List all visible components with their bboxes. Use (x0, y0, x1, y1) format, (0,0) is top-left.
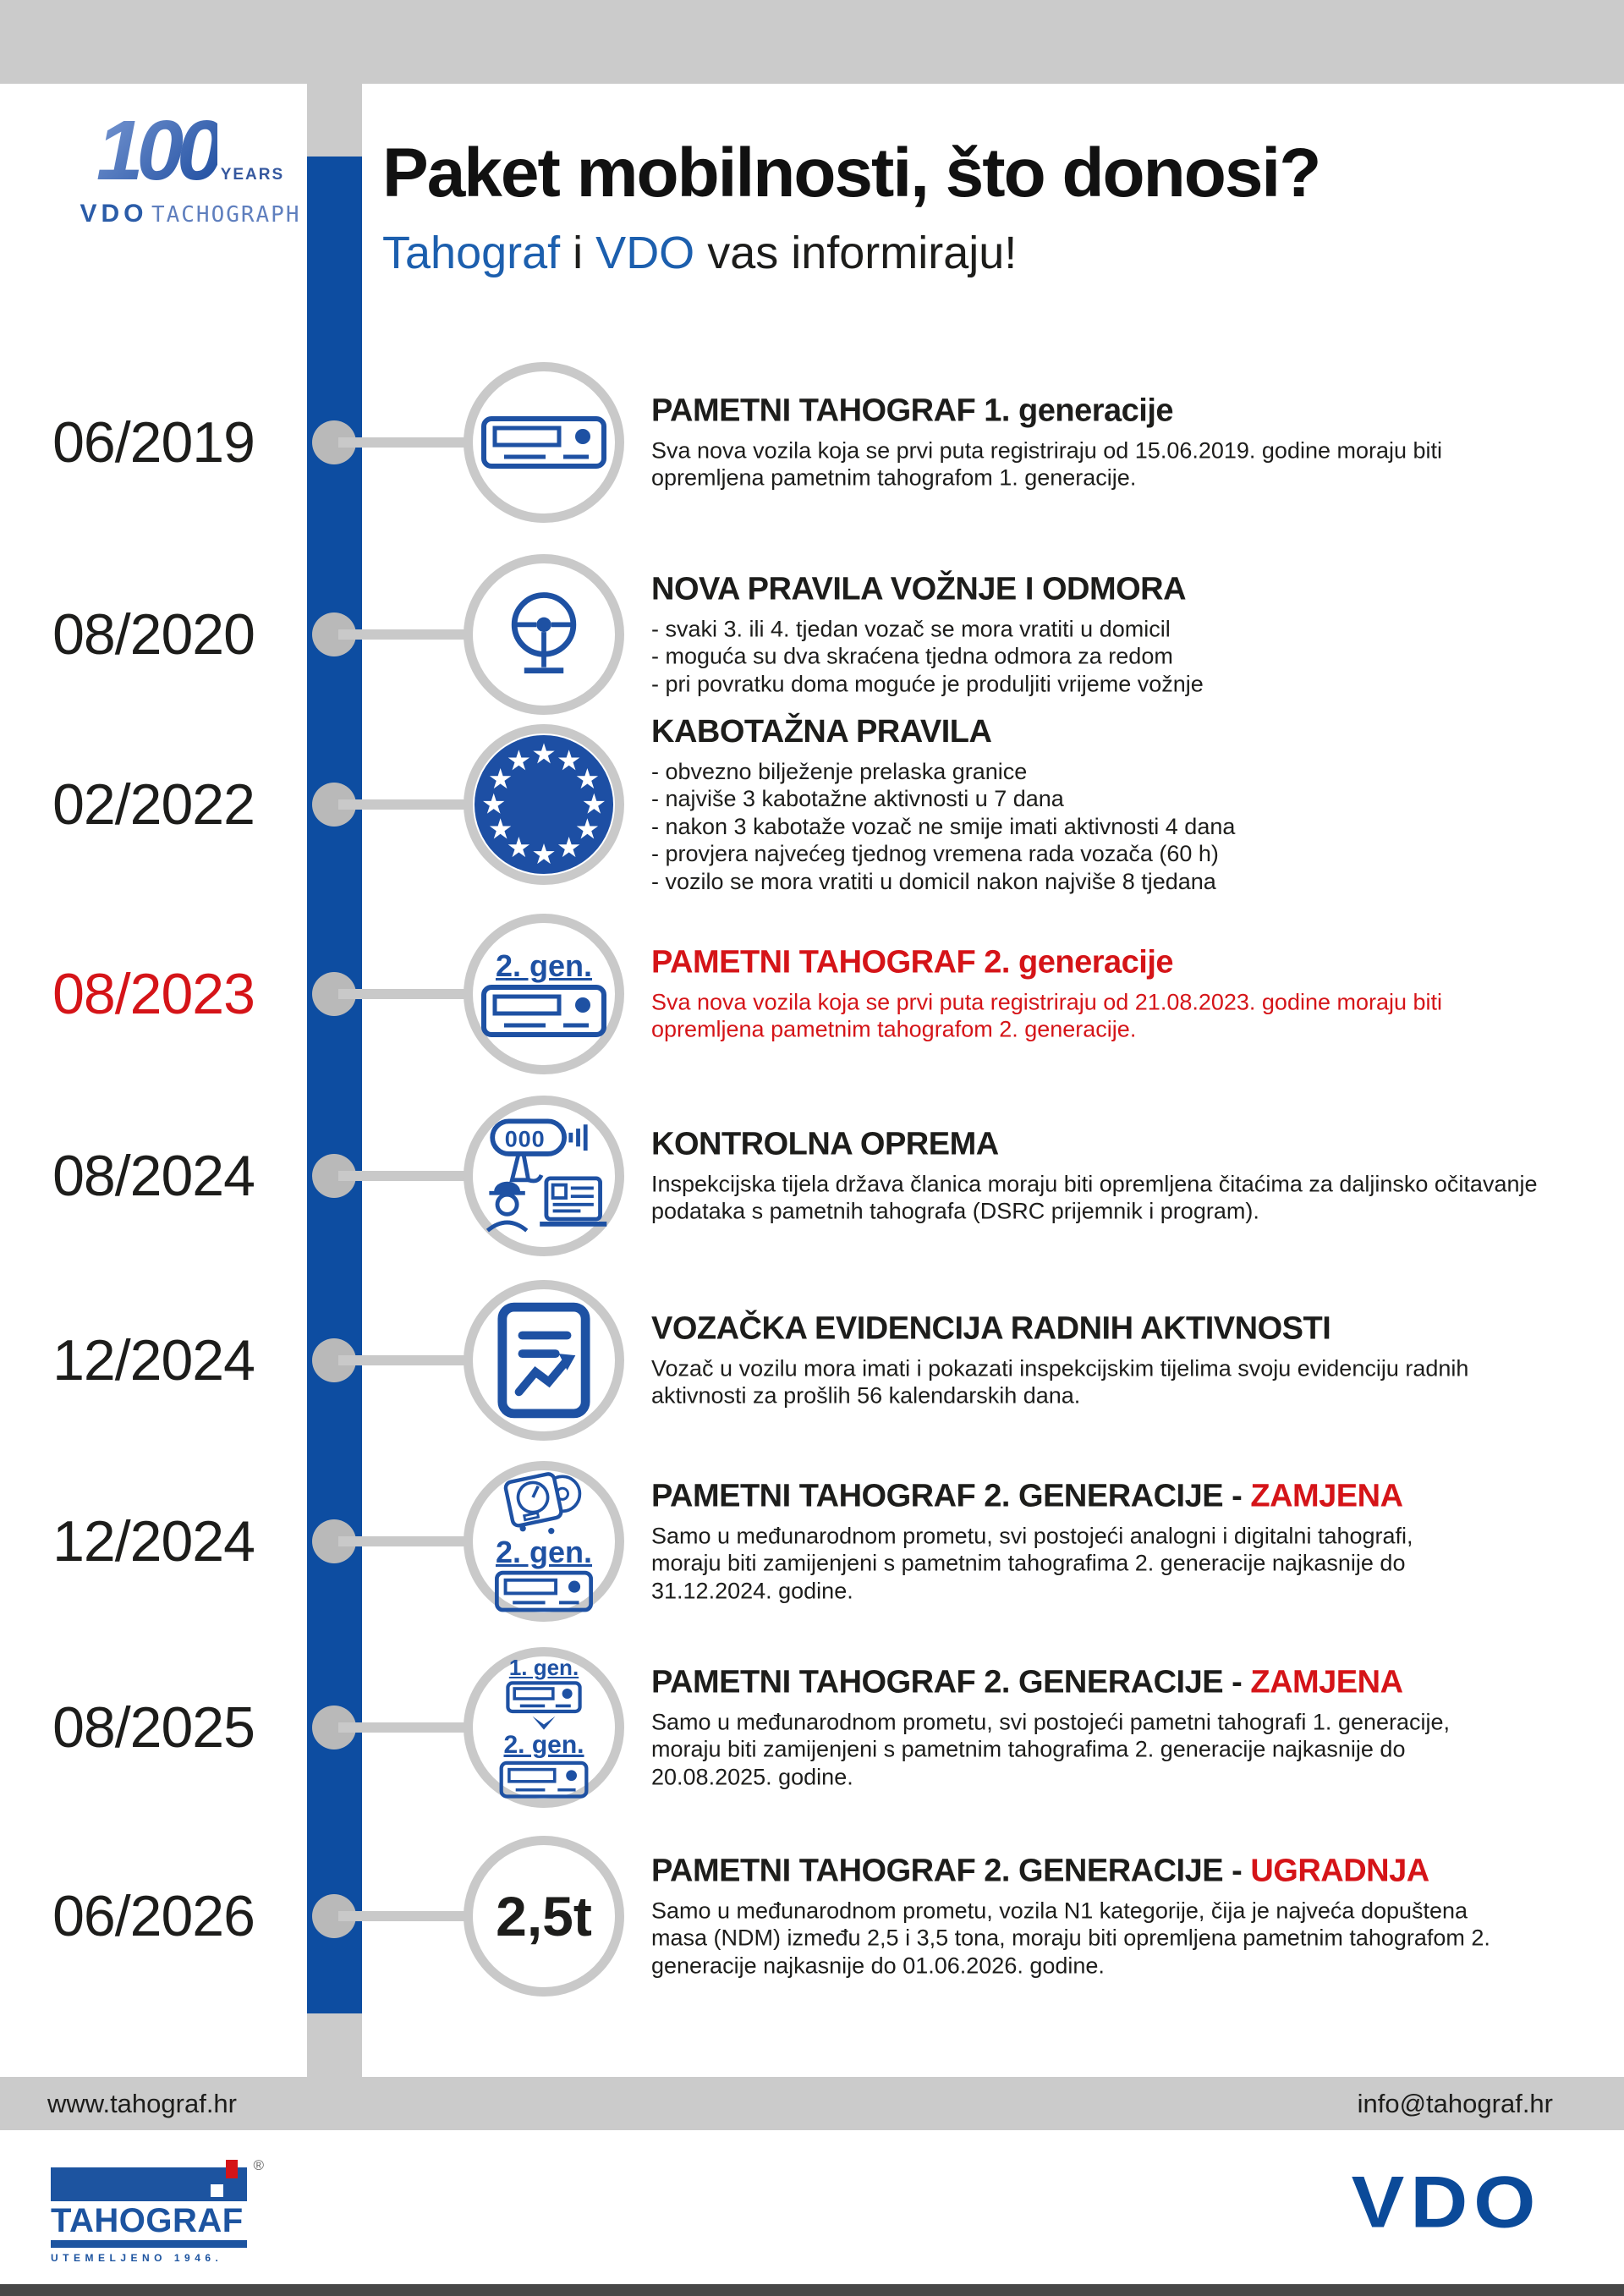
timeline-date: 12/2024 (52, 1509, 255, 1574)
heading-accent: ZAMJENA (1250, 1664, 1403, 1700)
logo-years-text: YEARS (220, 166, 285, 184)
tahograf-logo-bar (51, 2240, 247, 2248)
tahograf-logo (51, 2157, 264, 2264)
bullet-item: - provjera najvećeg tjednog vremena rada vozača (60 h) (651, 841, 1219, 867)
timeline-date: 12/2024 (52, 1328, 255, 1392)
tachograph-device-icon (485, 1570, 603, 1612)
timeline-content (651, 714, 1235, 895)
timeline-content (651, 393, 1489, 492)
subtitle-mid: i (560, 228, 596, 278)
gen2-label: 2. gen. (495, 948, 593, 984)
bullet-item: - moguća su dva skraćena tjedna odmora za redom (651, 643, 1173, 669)
footer-website-link[interactable]: www.tahograf.hr (47, 2089, 237, 2118)
timeline-heading: KABOTAŽNA PRAVILA (651, 714, 992, 750)
subtitle-brand-vdo: VDO (595, 228, 695, 278)
timeline-body: Sva nova vozila koja se prvi puta registriraju od 21.08.2023. godine moraju biti opremljena pametnim tahografom 2. generacije. (651, 989, 1443, 1042)
heading-accent: ZAMJENA (1250, 1478, 1403, 1514)
timeline-heading (651, 1664, 1455, 1700)
timeline-heading (651, 1478, 1489, 1514)
timeline-bullets (651, 615, 1204, 697)
bullet-item: - svaki 3. ili 4. tjedan vozač se mora vratiti u domicil (651, 616, 1171, 642)
page-subtitle (382, 227, 1017, 279)
footer-email-link[interactable]: info@tahograf.hr (1357, 2089, 1553, 2118)
gen2-label: 2. gen. (495, 1535, 593, 1570)
timeline-heading: VOZAČKA EVIDENCIJA RADNIH AKTIVNOSTI (651, 1310, 1331, 1347)
timeline-connector-line (338, 1722, 470, 1733)
timeline-bullets (651, 758, 1235, 895)
timeline-date: 06/2019 (52, 410, 255, 475)
logo-brandline (68, 201, 313, 227)
timeline-body: Vozač u vozilu mora imati i pokazati inspekcijskim tijelima svoju evidenciju radnih aktivnosti za prošlih 56 kalendarskih dana. (651, 1355, 1469, 1409)
tahograf-logo-white-square (211, 2184, 223, 2197)
heading-main: PAMETNI TAHOGRAF 2. GENERACIJE - (651, 1664, 1251, 1700)
timeline-icon-circle (464, 1836, 624, 1997)
timeline-connector-line (338, 629, 470, 640)
timeline-heading (651, 1853, 1514, 1889)
dsrc-inspection-icon (475, 1113, 613, 1239)
timeline-connector-line (338, 437, 470, 448)
bullet-item: - obvezno bilježenje prelaska granice (651, 759, 1028, 785)
eu-flag-icon (471, 733, 617, 876)
timeline-icon-circle (464, 914, 624, 1074)
timeline-icon-circle (464, 1461, 624, 1622)
timeline-body: Samo u međunarodnom prometu, svi postojeći analogni i digitalni tahografi, moraju biti zamijenjeni s pametnim tahografima 2. generacije najkasnije do 31.12.2024. godine. (651, 1523, 1413, 1604)
timeline-heading: PAMETNI TAHOGRAF 1. generacije (651, 393, 1174, 429)
bullet-item: - vozilo se mora vratiti u domicil nakon najviše 8 tjedana (651, 868, 1216, 894)
analog-tachograph-icon (486, 1470, 601, 1535)
tahograf-logo-tagline: UTEMELJENO 1946. (51, 2252, 223, 2264)
timeline-content (651, 1311, 1522, 1410)
timeline-content (651, 1664, 1455, 1790)
logo-vdo-text: VDO (80, 200, 148, 228)
logo-tachograph-text: TACHOGRAPH (151, 202, 301, 228)
weight-2-5t-label: 2,5t (496, 1885, 592, 1947)
timeline-icon-circle (464, 724, 624, 885)
chevron-down-icon (529, 1716, 558, 1730)
bullet-item: - najviše 3 kabotažne aktivnosti u 7 dana (651, 786, 1064, 812)
subtitle-brand-tahograf: Tahograf (382, 228, 561, 278)
bottom-dark-bar (0, 2284, 1624, 2296)
timeline-content (651, 1127, 1573, 1226)
top-gray-band (0, 0, 1624, 84)
timeline-date: 08/2024 (52, 1144, 255, 1208)
timeline-connector-line (338, 1536, 470, 1546)
timeline-icon-circle (464, 1280, 624, 1441)
timeline-icon-circle (464, 554, 624, 715)
timeline-content (651, 1853, 1514, 1979)
tachograph-device-icon (480, 415, 607, 470)
gen1-label: 1. gen. (508, 1655, 579, 1680)
page-title: Paket mobilnosti, što donosi? (382, 135, 1320, 211)
registered-trademark-symbol: ® (253, 2157, 264, 2173)
timeline-date: 08/2020 (52, 602, 255, 667)
heading-main: PAMETNI TAHOGRAF 2. GENERACIJE - (651, 1853, 1251, 1889)
timeline-connector-line (338, 1355, 470, 1365)
steering-wheel-icon (494, 584, 594, 685)
timeline-icon-circle (464, 1096, 624, 1256)
timeline-content (651, 1478, 1489, 1604)
heading-accent: UGRADNJA (1250, 1853, 1429, 1889)
timeline-body: Samo u međunarodnom prometu, svi postojeći pametni tahografi 1. generacije, moraju biti zamijenjeni s pametnim tahografima 2. generacije najkasnije do 20.08.2025. godine. (651, 1709, 1451, 1790)
timeline-body: Inspekcijska tijela država članica moraju biti opremljena čitaćima za daljinsko očitavanje podataka s pametnih tahografa (DSRC prijemnik i program). (651, 1171, 1538, 1224)
activity-record-document-icon (496, 1302, 592, 1419)
vdo-logo: VDO (1351, 2161, 1542, 2243)
timeline-date: 08/2023 (52, 962, 255, 1026)
bullet-item: - pri povratku doma moguće je produljiti vrijeme vožnje (651, 671, 1204, 697)
subtitle-rest: vas informiraju! (694, 228, 1018, 278)
timeline-connector-line (338, 1911, 470, 1921)
timeline-body: Sva nova vozila koja se prvi puta registriraju od 15.06.2019. godine moraju biti opremljena pametnim tahografom 1. generacije. (651, 437, 1443, 491)
timeline-heading: PAMETNI TAHOGRAF 2. generacije (651, 944, 1174, 980)
timeline-connector-line (338, 1171, 470, 1181)
heading-main: PAMETNI TAHOGRAF 2. GENERACIJE - (651, 1478, 1251, 1514)
timeline-content (651, 945, 1446, 1044)
timeline-heading: NOVA PRAVILA VOŽNJE I ODMORA (651, 571, 1187, 607)
tachograph-device-gen2-icon (488, 1760, 600, 1799)
gen2-label: 2. gen. (503, 1731, 584, 1760)
tachograph-device-icon (480, 984, 607, 1038)
dsrc-000-label: 000 (504, 1126, 546, 1152)
tahograf-logo-red-square (226, 2160, 238, 2178)
timeline-body: Samo u međunarodnom prometu, vozila N1 kategorije, čija je najveća dopuštena masa (NDM) između 2,5 i 3,5 tona, moraju biti opremljena pametnim tahografom 2. generacije najkasnije do 01.06.2026. godine. (651, 1898, 1490, 1979)
timeline-content (651, 571, 1204, 697)
bullet-item: - nakon 3 kabotaže vozač ne smije imati aktivnosti 4 dana (651, 813, 1236, 839)
timeline-heading: KONTROLNA OPREMA (651, 1126, 999, 1162)
vdo-100-years-logo (68, 103, 313, 228)
timeline-icon-circle (464, 362, 624, 523)
tachograph-device-gen1-icon (500, 1681, 588, 1713)
tahograf-logo-mark (51, 2157, 264, 2201)
timeline-date: 02/2022 (52, 772, 255, 837)
timeline-date: 08/2025 (52, 1695, 255, 1760)
tahograf-logo-wordmark: TAHOGRAF (51, 2202, 244, 2239)
timeline-connector-line (338, 989, 470, 999)
timeline-icon-circle (464, 1647, 624, 1808)
timeline-date: 06/2026 (52, 1884, 255, 1948)
timeline-connector-line (338, 799, 470, 810)
logo-100-text: 100 (96, 103, 217, 198)
